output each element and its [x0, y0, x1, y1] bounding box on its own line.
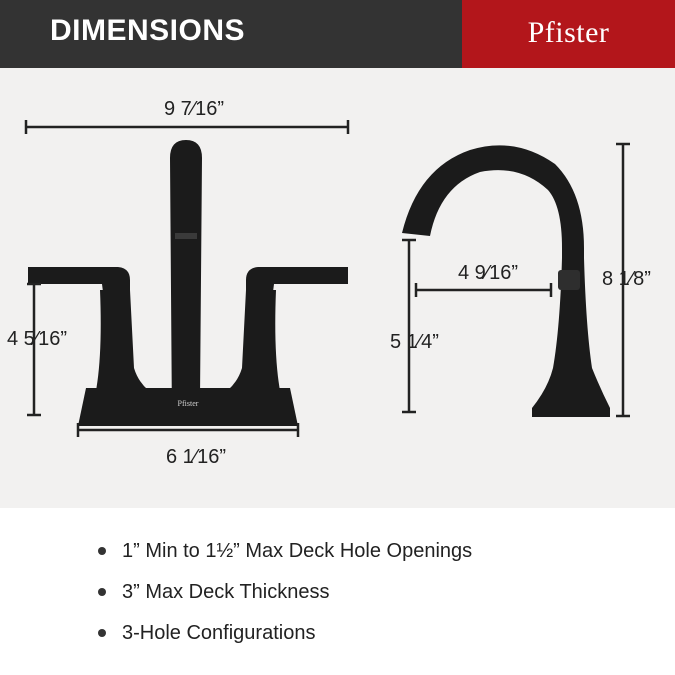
- label-overall-width: 9 7⁄16”: [164, 98, 225, 120]
- label-spout-reach: 4 9⁄16”: [458, 262, 519, 284]
- bullet-icon: [98, 588, 106, 596]
- label-overall-height: 8 1⁄8”: [602, 268, 651, 290]
- feature-text: 3” Max Deck Thickness: [122, 581, 330, 603]
- base-logo: Pfister: [177, 399, 199, 408]
- list-item: [98, 536, 472, 577]
- label-spout-height: 5 1⁄4”: [390, 331, 439, 353]
- features-panel: [0, 508, 675, 675]
- dimension-diagram: [0, 68, 675, 508]
- page-title: DIMENSIONS: [50, 14, 246, 47]
- front-view-faucet: [28, 140, 348, 426]
- front-aerator-slot: [175, 233, 197, 239]
- list-item: [98, 618, 472, 659]
- feature-list: [98, 536, 472, 659]
- faucet-illustration: [0, 68, 675, 508]
- label-base-width: 6 1⁄16”: [166, 446, 227, 468]
- bullet-icon: [98, 629, 106, 637]
- bullet-icon: [98, 547, 106, 555]
- feature-text: 3-Hole Configurations: [122, 622, 316, 644]
- front-spout: [170, 140, 216, 424]
- brand-logo-box: [462, 0, 675, 68]
- side-handle-knob: [558, 270, 580, 290]
- list-item: [98, 577, 472, 618]
- feature-text: 1” Min to 1½” Max Deck Hole Openings: [122, 540, 473, 562]
- brand-logo: Pfister: [527, 16, 610, 49]
- label-handle-height: 4 5⁄16”: [7, 328, 68, 350]
- header-bar: [0, 0, 675, 68]
